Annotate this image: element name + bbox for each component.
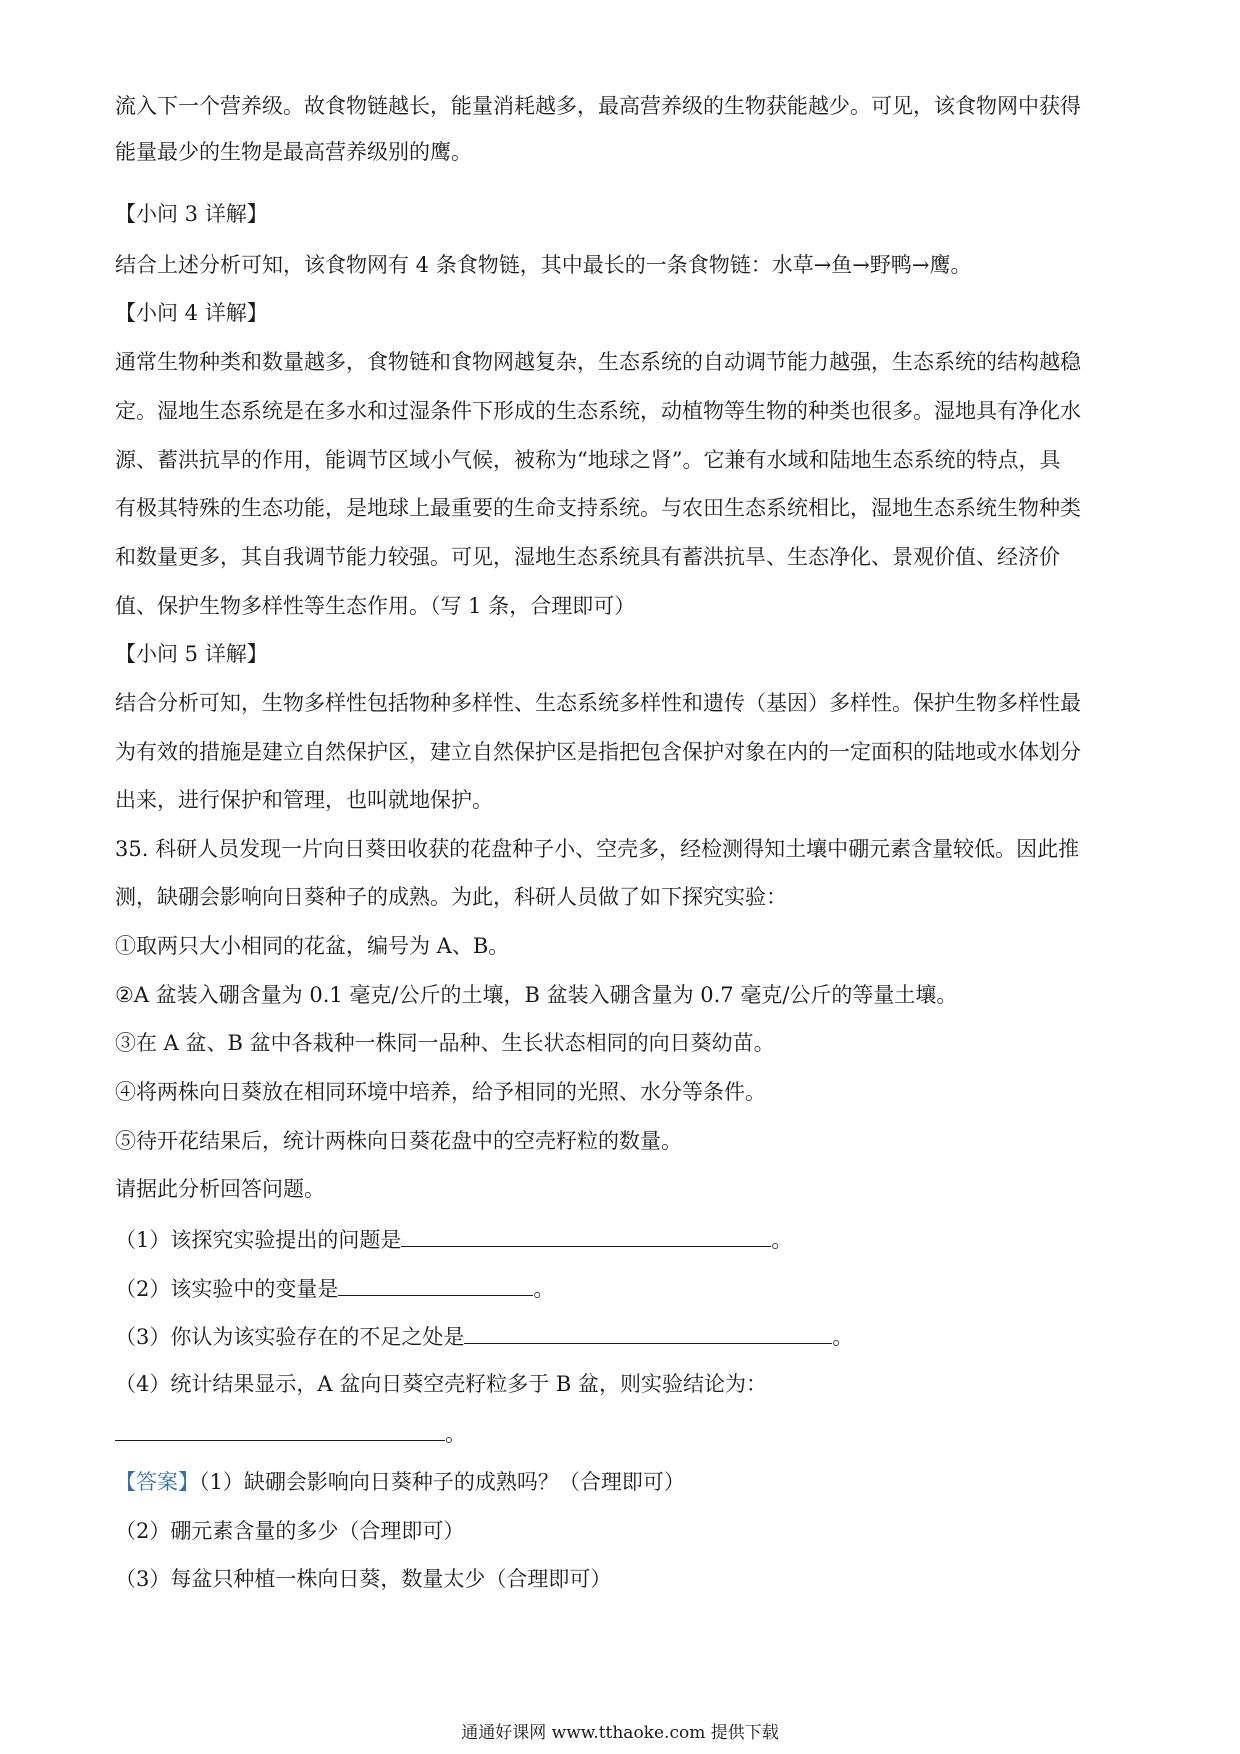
question-2 [115, 1273, 554, 1303]
question-2-end: 。 [533, 1277, 555, 1301]
step-line: ③在 A 盆、B 盆中各栽种一株同一品种、生长状态相同的向日葵幼苗。 [115, 1031, 775, 1055]
paragraph-line: 值、保护生物多样性等生态作用。（写 1 条，合理即可） [115, 594, 636, 618]
paragraph-line: 结合分析可知，生物多样性包括物种多样性、生态系统多样性和遗传（基因）多样性。保护生物多样性最 [115, 691, 1081, 715]
paragraph-line: 能量最少的生物是最高营养级别的鹰。 [115, 140, 472, 164]
paragraph-line: 通常生物种类和数量越多，食物链和食物网越复杂，生态系统的自动调节能力越强，生态系统的结构越稳 [115, 350, 1081, 374]
paragraph-line: 和数量更多，其自我调节能力较强。可见，湿地生态系统具有蓄洪抗旱、生态净化、景观价值、经济价 [115, 545, 1060, 569]
question-3 [115, 1321, 853, 1351]
question-stem: 测，缺硼会影响向日葵种子的成熟。为此，科研人员做了如下探究实验： [115, 885, 787, 909]
section-heading: 【小问 4 详解】 [115, 301, 268, 325]
question-3-end: 。 [832, 1325, 854, 1349]
instruction-line: 请据此分析回答问题。 [115, 1177, 325, 1201]
paragraph-line: 为有效的措施是建立自然保护区，建立自然保护区是指把包含保护对象在内的一定面积的陆地或水体划分 [115, 740, 1081, 764]
step-line: ②A 盆装入硼含量为 0.1 毫克/公斤的土壤，B 盆装入硼含量为 0.7 毫克/公斤的等量土壤。 [115, 983, 958, 1007]
answer-1-text: （1）缺硼会影响向日葵种子的成熟吗？（合理即可） [199, 1470, 685, 1494]
section-heading: 【小问 3 详解】 [115, 202, 268, 226]
paragraph-line: 定。湿地生态系统是在多水和过湿条件下形成的生态系统，动植物等生物的种类也很多。湿地具有净化水 [115, 399, 1081, 423]
answer-2: （2）硼元素含量的多少（合理即可） [115, 1519, 465, 1543]
paragraph-line: 有极其特殊的生态功能，是地球上最重要的生命支持系统。与农田生态系统相比，湿地生态系统生物种类 [115, 496, 1081, 520]
question-1-end: 。 [771, 1228, 793, 1252]
answer-1 [115, 1468, 685, 1496]
paragraph-line: 出来，进行保护和管理，也叫就地保护。 [115, 788, 493, 812]
question-4-end: 。 [445, 1422, 466, 1446]
answer-blank-1[interactable] [401, 1224, 771, 1247]
footer-watermark: 通通好课网 www.tthaoke.com 提供下载 [461, 1723, 779, 1743]
answer-blank-3[interactable] [464, 1321, 832, 1344]
paragraph-line: 结合上述分析可知，该食物网有 4 条食物链，其中最长的一条食物链：水草→鱼→野鸭→鹰。 [115, 253, 972, 277]
paragraph-line: 源、蓄洪抗旱的作用，能调节区域小气候，被称为“地球之肾”。它兼有水域和陆地生态系统的特点，具 [115, 448, 1061, 472]
question-1 [115, 1224, 792, 1254]
question-4: （4）统计结果显示，A 盆向日葵空壳籽粒多于 B 盆，则实验结论为： [115, 1372, 767, 1396]
question-3-text: （3）你认为该实验存在的不足之处是 [115, 1325, 465, 1349]
question-stem: 35. 科研人员发现一片向日葵田收获的花盘种子小、空壳多，经检测得知土壤中硼元素含量较低。因此推 [115, 837, 1080, 861]
answer-3: （3）每盆只种植一株向日葵，数量太少（合理即可） [115, 1567, 612, 1591]
question-2-text: （2）该实验中的变量是 [115, 1277, 339, 1301]
question-1-text: （1）该探究实验提出的问题是 [115, 1228, 402, 1252]
answer-blank-4[interactable] [115, 1418, 445, 1441]
answer-tag: 【答案】 [115, 1470, 199, 1494]
paragraph-line: 流入下一个营养级。故食物链越长，能量消耗越多，最高营养级的生物获能越少。可见，该食物网中获得 [115, 94, 1081, 118]
section-heading: 【小问 5 详解】 [115, 642, 268, 666]
answer-blank-2[interactable] [338, 1273, 533, 1296]
step-line: ⑤待开花结果后，统计两株向日葵花盘中的空壳籽粒的数量。 [115, 1129, 682, 1153]
step-line: ④将两株向日葵放在相同环境中培养，给予相同的光照、水分等条件。 [115, 1080, 766, 1104]
step-line: ①取两只大小相同的花盆，编号为 A、B。 [115, 934, 510, 958]
question-4-continuation [115, 1418, 466, 1448]
